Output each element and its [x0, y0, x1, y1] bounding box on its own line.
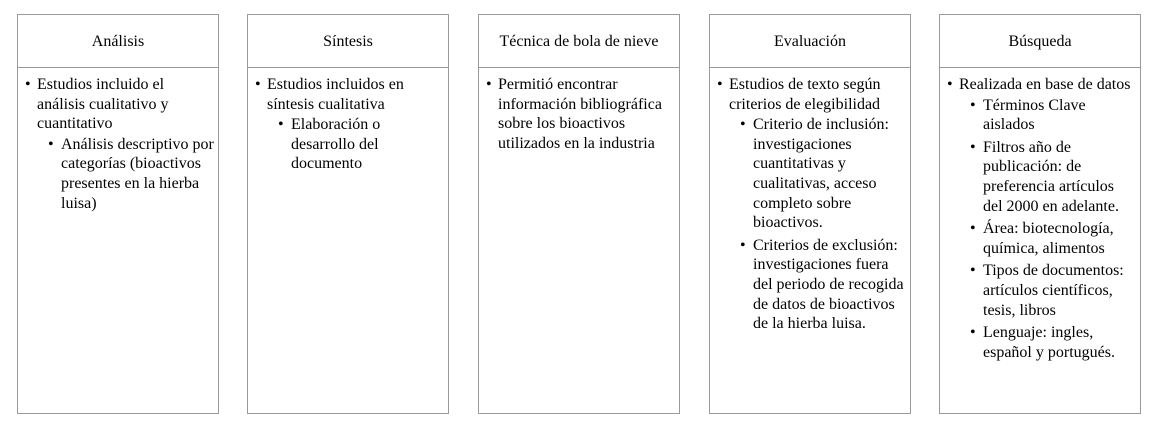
bullet-icon: • [970, 96, 976, 114]
sub-list-item-text: Criterio de inclusión: investigaciones cuantitativas y cualitativas, acceso completo sobre bioactivos. [753, 116, 889, 232]
column-title: Síntesis [248, 15, 448, 68]
list-item-text: Estudios incluido el análisis cualitativo y cuantitativo [37, 76, 169, 133]
sub-list-item-text: Lenguaje: ingles, español y portugués. [983, 324, 1115, 361]
bullet-icon: • [486, 76, 492, 93]
list-item [947, 75, 1136, 362]
column-title: Evaluación [710, 15, 910, 68]
sub-list-item-text: Términos Clave aislados [983, 96, 1086, 134]
column-evaluacion [709, 14, 911, 414]
sub-list-item [729, 236, 906, 334]
column-busqueda [939, 14, 1141, 414]
list-item [25, 75, 214, 213]
bullet-icon: • [25, 76, 31, 93]
column-body [940, 68, 1140, 362]
bullet-icon: • [740, 236, 746, 254]
list-item [717, 75, 906, 334]
column-body [710, 68, 910, 334]
sub-list-item [37, 135, 214, 213]
sub-list-item-text: Área: biotecnología, química, alimentos [983, 220, 1114, 257]
column-analisis [17, 14, 219, 414]
sub-list-item-text: Análisis descriptivo por categorías (bioactivos presentes en la hierba luisa) [61, 135, 214, 212]
bullet-icon: • [970, 262, 976, 280]
sub-list-item [729, 115, 906, 233]
sub-list-item-text: Filtros año de publicación: de preferencia artículos del 2000 en adelante. [983, 138, 1119, 215]
list-item [255, 75, 444, 174]
column-sintesis [247, 14, 449, 414]
bullet-icon: • [947, 76, 953, 93]
column-title: Búsqueda [940, 15, 1140, 68]
sub-list-item [959, 138, 1136, 216]
bullet-icon: • [970, 220, 976, 238]
column-title: Técnica de bola de nieve [479, 15, 679, 68]
sub-list-item-text: Elaboración o desarrollo del documento [291, 116, 381, 173]
bullet-icon: • [717, 76, 723, 93]
bullet-icon: • [48, 135, 54, 153]
list-item-text: Estudios de texto según criterios de elegibilidad [729, 76, 881, 113]
sub-list-item [959, 96, 1136, 135]
list-item-text: Permitió encontrar información bibliográfica sobre los bioactivos utilizados en la industria [498, 76, 662, 152]
sub-list-item [267, 115, 444, 174]
column-body [479, 68, 679, 153]
sub-list-item [959, 323, 1136, 362]
column-body [18, 68, 218, 213]
column-body [248, 68, 448, 174]
sub-list-item-text: Criterios de exclusión: investigaciones fuera del periodo de recogida de datos de bioactivos de la hierba luisa. [753, 236, 904, 333]
list-item-text: Estudios incluidos en síntesis cualitativa [267, 76, 404, 113]
bullet-icon: • [278, 116, 284, 134]
column-bola-de-nieve [478, 14, 680, 414]
bullet-icon: • [970, 138, 976, 156]
sub-list-item [959, 261, 1136, 320]
column-title: Análisis [18, 15, 218, 68]
bullet-icon: • [255, 76, 261, 93]
sub-list-item [959, 219, 1136, 258]
sub-list-item-text: Tipos de documentos: artículos científicos, tesis, libros [983, 262, 1124, 319]
bullet-icon: • [740, 116, 746, 134]
list-item-text: Realizada en base de datos [959, 76, 1131, 93]
list-item [486, 75, 675, 153]
bullet-icon: • [970, 324, 976, 342]
